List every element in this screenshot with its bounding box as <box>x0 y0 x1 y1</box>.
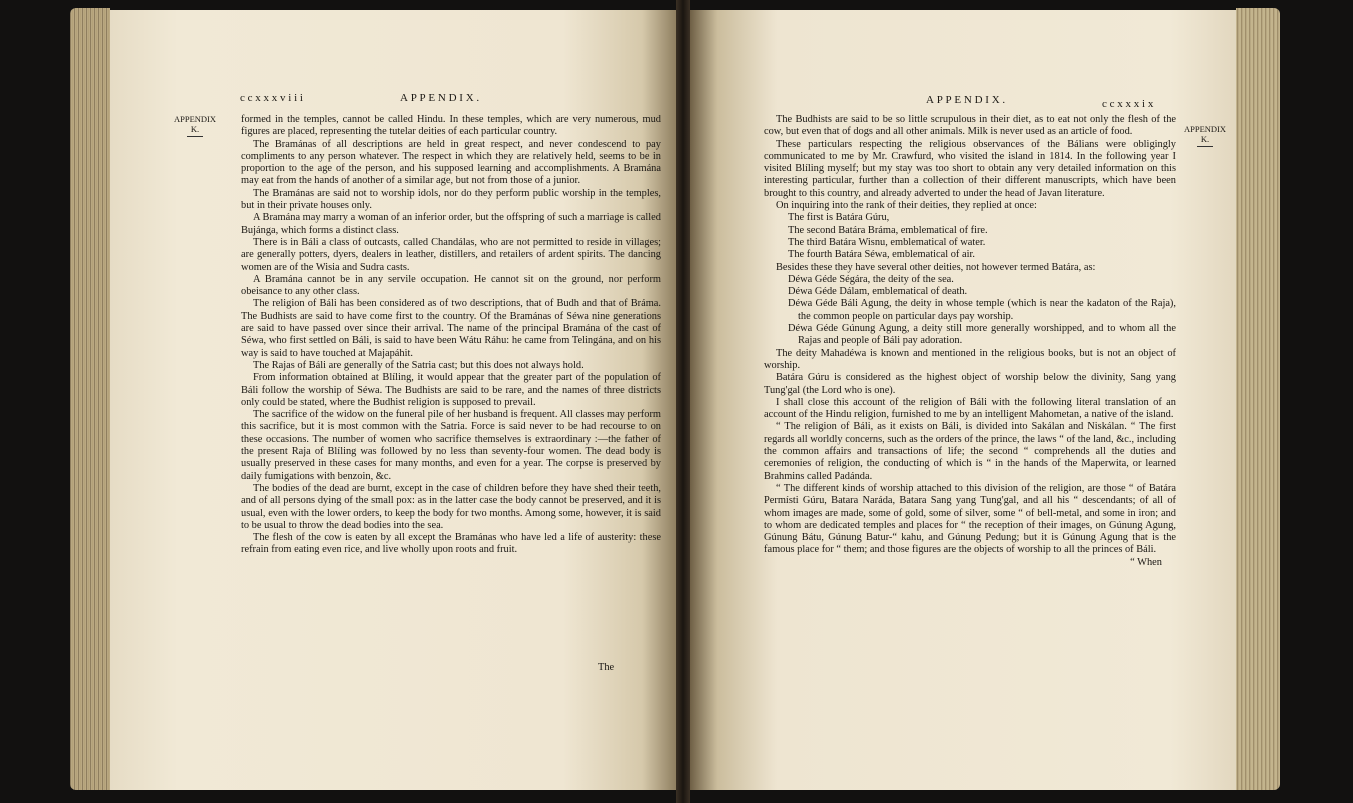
right-page-number: ccxxxix <box>1102 98 1157 110</box>
paragraph: Besides these they have several other deities, not however termed Batára, as: <box>776 261 1096 273</box>
paragraph: The Budhists are said to be so little scrupulous in their diet, as to eat not only the flesh of the cow, but even that of dogs and all other animals. Milk is never used as an article of food. <box>764 114 1176 138</box>
paragraph: From information obtained at Blíling, it would appear that the greater part of the population of Báli follow the worship of Séwa. The Budhists are said to be rare, and the names of three districts only could be stated, where the Budhist religion is supposed to prevail. <box>241 372 661 408</box>
paragraph: “ The religion of Báli, as it exists on Báli, is divided into Sakálan and Niskálan. “ The first regards all worldly concerns, such as the orders of the prince, the laws “ of the land, &c., including the common affairs and transactions of life; the second “ comprehends all the duties and ceremonies of religion, the conducting of which is “ in the hands of the Maperwita, or learned Brahmins called Padánda. <box>764 421 1176 482</box>
right-margin-note <box>1184 124 1226 147</box>
left-running-head: APPENDIX. <box>400 92 482 104</box>
paragraph: formed in the temples, cannot be called Hindu. In these temples, which are very numerous, mud figures are placed, representing the tutelar deities of each particular country. <box>241 114 661 138</box>
paragraph: The Bramánas are said not to worship idols, nor do they perform public worship in the temples, but in their private houses only. <box>241 187 661 212</box>
deity-list-item: Déwa Géde Dálam, emblematical of death. <box>788 286 968 298</box>
paragraph: The sacrifice of the widow on the funeral pile of her husband is frequent. All classes may perform this sacrifice, but it is most common with the Satria. Force is said never to be had recourse to on these occasions. The number of women who sacrifice themselves is extraordinary :—the father of the present Raja of Blíling was followed by no less than seventy-four women. The dead body is usually preserved in these cases for many months, and even for a year. The corpse is preserved by daily fumigations with benzoin, &c. <box>241 409 661 482</box>
paragraph: The bodies of the dead are burnt, except in the case of children before they have shed their teeth, and of all persons dying of the small pox: as in the latter case the body cannot be preserved, and it is usual, even with the lower orders, to keep the body for two months. Among some, however, it is said to be usual to throw the dead bodies into the sea. <box>241 482 661 531</box>
right-page <box>690 10 1236 790</box>
margin-note-title: APPENDIX <box>1184 124 1227 134</box>
margin-note-title: APPENDIX <box>174 114 217 124</box>
paragraph: The Rajas of Báli are generally of the Satria cast; but this does not always hold. <box>253 359 584 371</box>
paragraph: The religion of Báli has been considered as of two descriptions, that of Budh and that of Bráma. The Budhists are said to have come first to the country. Of the Bramánas of Séwa nine generations are said to have passed over since their arrival. The name of the principal Bramána of the cast of Séwa, who first settled on Báli, is said to have been Wátu Ráhu: he came from Telingána, and on his way is said to have touched at Majapáhit. <box>241 298 661 359</box>
paragraph: The Bramánas of all descriptions are held in great respect, and never condescend to pay compliments to any person whatever. The respect in which they are relatively held, seems to be in proportion to the age of the person, and his supposed learning and accomplishments. A Bramána may eat from the hands of another of a similar age, but not from those of a junior. <box>241 138 661 187</box>
paragraph: Batára Gúru is considered as the highest object of worship below the divinity, Sang yang Tung'gal (the Lord who is one). <box>764 372 1176 396</box>
left-catchword: The <box>598 662 615 673</box>
right-running-head: APPENDIX. <box>926 94 1008 106</box>
paragraph: A Bramána cannot be in any servile occupation. He cannot sit on the ground, nor perform obeisance to any other class. <box>241 273 661 298</box>
book-gutter <box>676 0 690 803</box>
deity-list-item: The third Batára Wisnu, emblematical of water. <box>788 236 986 248</box>
deity-list-item: The second Batára Bráma, emblematical of fire. <box>788 224 988 236</box>
deity-list-item: The fourth Batára Séwa, emblematical of air. <box>788 249 975 261</box>
margin-note-rule <box>187 136 203 137</box>
margin-note-letter: K. <box>190 124 200 134</box>
paragraph: I shall close this account of the religion of Báli with the following literal translation of an account of the Hindu religion, furnished to me by an intelligent Mahometan, a native of the island. <box>764 396 1176 421</box>
deity-list-item: Déwa Géde Ségára, the deity of the sea. <box>788 273 954 285</box>
margin-note-letter: K. <box>1200 134 1210 144</box>
paragraph: The deity Mahadéwa is known and mentioned in the religious books, but is not an object of worship. <box>764 347 1176 371</box>
right-page-body <box>764 114 1176 569</box>
left-page-number: ccxxxviii <box>240 92 306 104</box>
right-catchword: “ When <box>1130 556 1162 568</box>
right-page-edges <box>1236 8 1280 790</box>
paragraph: These particulars respecting the religious observances of the Bálians were obligingly communicated to me by Mr. Crawfurd, who visited the island in 1814. In the following year I visited Blíling myself; but my stay was too short to obtain any very detailed information on this interesting particular, further than a collection of their different manuscripts, which have been brought to this country, and already adverted to under the head of Javan literature. <box>764 138 1176 199</box>
margin-note-rule <box>1197 146 1213 147</box>
left-page-body <box>241 114 661 557</box>
deity-list-item: Déwa Géde Gúnung Agung, a deity still more generally worshipped, and to whom all the Rajas and people of Báli pay adoration. <box>788 323 1176 347</box>
deity-list-item: The first is Batára Gúru, <box>788 212 890 224</box>
paragraph: On inquiring into the rank of their deities, they replied at once: <box>776 200 1037 212</box>
deity-list-item: Déwa Géde Báli Agung, the deity in whose temple (which is near the kadaton of the Raja), the common people on particular days pay worship. <box>788 298 1176 322</box>
paragraph: The flesh of the cow is eaten by all except the Bramánas who have led a life of austerity: these refrain from eating even rice, and live wholly upon roots and fruit. <box>241 532 661 556</box>
left-margin-note <box>174 114 216 137</box>
paragraph: “ The different kinds of worship attached to this division of the religion, are those “ of Batára Permísti Gúru, Batara Naráda, Batara Sang yang Tung'gal, and all his “ descendants; of all of whom images are made, some of gold, some of silver, some “ of bell-metal, and some in iron; and to whom are dedicated temples and places for “ the reception of their images, on Gúnung Agung, Gúnung Bátu, Gúnung Batur-“ kahu, and Gúnung Pedung; but it is Gúnung Agung that is the famous place for “ them; and those figures are the objects of worship to all the princes of Báli. <box>764 482 1176 556</box>
left-page <box>110 10 676 790</box>
paragraph: A Bramána may marry a woman of an inferior order, but the offspring of such a marriage is called Bujánga, which forms a distinct class. <box>241 212 661 236</box>
left-page-edges <box>70 8 110 790</box>
paragraph: There is in Báli a class of outcasts, called Chandálas, who are not permitted to reside in villages; are generally potters, dyers, dealers in leather, distillers, and retailers of ardent spirits. The dancing women are of the Wisia and Sudra casts. <box>241 236 661 273</box>
